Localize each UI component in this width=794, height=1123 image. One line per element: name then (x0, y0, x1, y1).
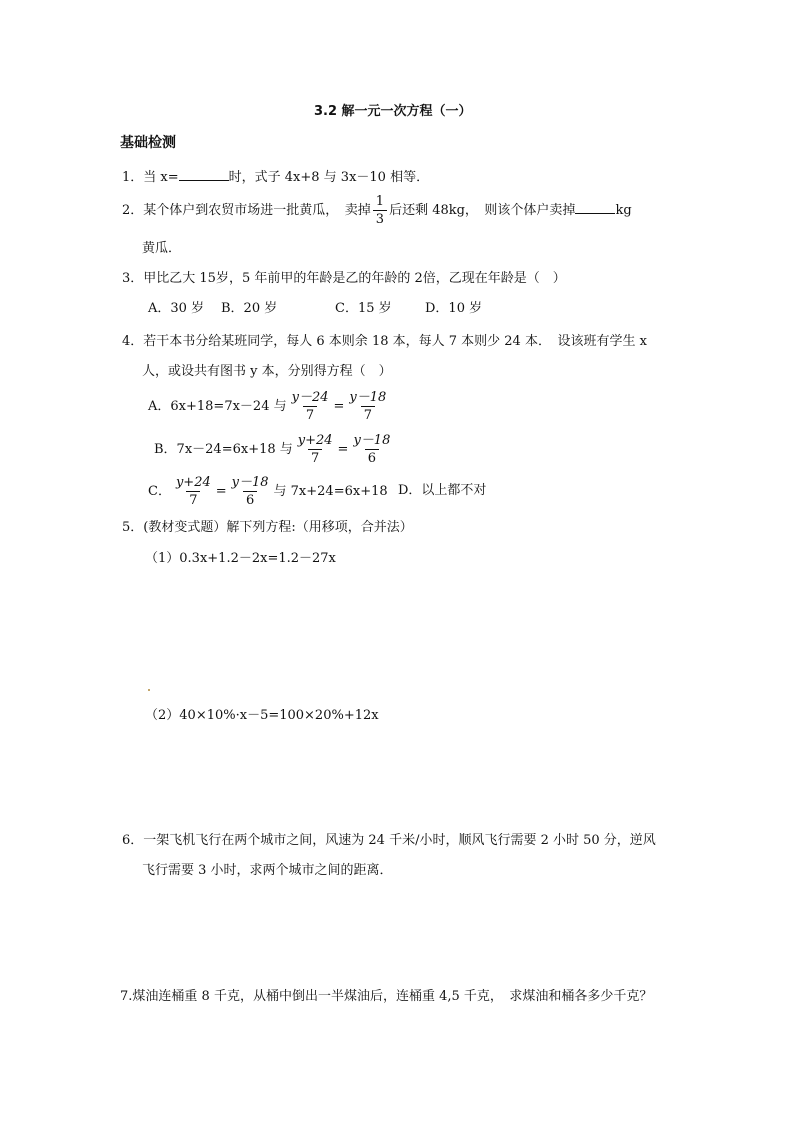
question-4-option-d[interactable]: D．以上都不对 (398, 483, 487, 498)
question-2-line2: 黄瓜． (142, 241, 182, 256)
page-title: 3.2 解一元一次方程（一） (314, 104, 472, 119)
option-b-prefix: B．7x－24=6x+18 与 (154, 442, 293, 457)
question-2 (122, 193, 632, 229)
equals-sign: = (333, 399, 345, 414)
option-c-prefix: C． (148, 484, 171, 499)
equals-sign: = (337, 442, 349, 457)
fraction-numerator: y－18 (231, 475, 269, 490)
question-1 (122, 167, 429, 187)
question-4-stem-2: 人，或设共有图书 y 本，分别得方程（ ） (142, 364, 392, 379)
question-3-option-a[interactable]: A．30 岁 (148, 301, 205, 316)
option-a-prefix: A．6x+18=7x－24 与 (148, 399, 287, 414)
fraction-denominator: 6 (365, 449, 379, 467)
question-4-option-b[interactable] (154, 432, 395, 468)
fraction-denominator: 7 (361, 406, 375, 424)
fraction (289, 389, 332, 424)
question-3-option-c[interactable]: C．15 岁 (335, 301, 392, 316)
question-3-option-d[interactable]: D．10 岁 (425, 301, 483, 316)
question-6-line-2: 飞行需要 3 小时，求两个城市之间的距离． (142, 863, 393, 878)
equals-sign: = (215, 484, 227, 499)
fraction (346, 389, 389, 424)
question-2-unit: kg (615, 203, 632, 218)
answer-blank[interactable] (179, 167, 229, 181)
fraction-denominator: 7 (308, 449, 322, 467)
question-7: 7.煤油连桶重 8 千克，从桶中倒出一半煤油后，连桶重 4,5 千克， 求煤油和桶各多少千克？ (120, 989, 653, 1004)
fraction-denominator: 7 (303, 406, 317, 424)
fraction-one-third (373, 193, 387, 228)
fraction (229, 474, 272, 509)
question-4-option-c[interactable] (148, 474, 388, 510)
fraction-denominator: 6 (243, 491, 257, 509)
question-5-part-1: （1）0.3x+1.2－2x=1.2－27x (145, 551, 336, 566)
question-1-text-a: 1．当 x= (122, 170, 179, 185)
fraction-denominator: 3 (373, 210, 387, 228)
question-5-stem: 5．(教材变式题）解下列方程:（用移项，合并法） (122, 520, 413, 535)
option-c-suffix: 与 7x+24=6x+18 (273, 484, 388, 499)
question-2-text-a: 2．某个体户到农贸市场进一批黄瓜， 卖掉 (122, 203, 371, 218)
fraction-numerator: 1 (375, 194, 385, 209)
question-4-stem-1: 4．若干本书分给某班同学，每人 6 本则余 18 本，每人 7 本则少 24 本． 设该班有学生 x (122, 334, 647, 349)
fraction-denominator: 7 (186, 491, 200, 509)
question-2-text-b: 后还剩 48kg， 则该个体户卖掉 (389, 203, 576, 218)
fraction (173, 474, 214, 509)
section-heading: 基础检测 (120, 135, 176, 151)
fraction (295, 432, 336, 467)
fraction-numerator: y+24 (175, 475, 211, 490)
question-3-stem: 3．甲比乙大 15岁，5 年前甲的年龄是乙的年龄的 2倍，乙现在年龄是（ ） (122, 271, 566, 286)
fraction-numerator: y－18 (349, 390, 387, 405)
question-3-option-b[interactable]: B．20 岁 (221, 301, 278, 316)
question-6-line-1: 6．一架飞机飞行在两个城市之间，风速为 24 千米/小时，顺风飞行需要 2 小时 50 分，逆风 (122, 833, 656, 848)
question-1-text-b: 时，式子 4x+8 与 3x－10 相等． (228, 170, 430, 185)
stray-mark (148, 689, 150, 691)
fraction-numerator: y－24 (291, 390, 329, 405)
fraction-numerator: y－18 (353, 433, 391, 448)
fraction-numerator: y+24 (297, 433, 333, 448)
answer-blank[interactable] (575, 200, 615, 214)
question-5-part-2: （2）40×10%·x－5=100×20%+12x (145, 708, 379, 723)
question-4-option-a[interactable] (148, 389, 391, 425)
fraction (350, 432, 393, 467)
